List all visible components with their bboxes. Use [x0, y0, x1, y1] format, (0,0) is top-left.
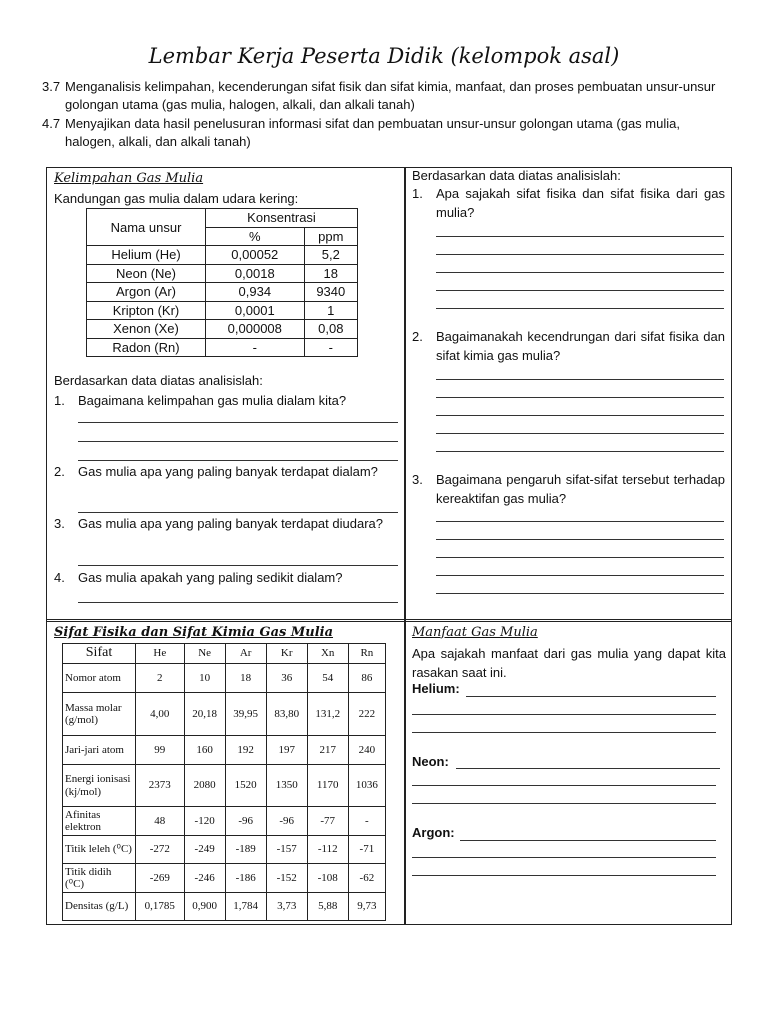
table-row	[63, 765, 386, 807]
table-row	[87, 320, 358, 339]
table-cell: Jari-jari atom	[63, 736, 136, 765]
question-3	[54, 515, 398, 534]
kd-3-7	[42, 78, 732, 114]
table-cell: 192	[225, 736, 266, 765]
table-cell: -112	[307, 836, 348, 864]
table-row	[87, 338, 358, 357]
table-cell: 1,784	[225, 893, 266, 921]
answer-line[interactable]	[78, 512, 398, 513]
table-cell: 0,934	[206, 283, 305, 302]
table-cell: Titik didih (⁰C)	[63, 864, 136, 893]
table-cell: 9,73	[348, 893, 385, 921]
table-cell: Densitas (g/L)	[63, 893, 136, 921]
table-cell: 4,00	[136, 693, 185, 736]
table-cell: Afinitas elektron	[63, 807, 136, 836]
helium-label: Helium:	[412, 681, 460, 696]
answer-line[interactable]	[436, 521, 724, 522]
table-cell: -96	[266, 807, 307, 836]
text: Bagaimana pengaruh sifat-sifat tersebut terhadap kereaktifan gas mulia?	[436, 472, 725, 506]
question-2	[54, 463, 398, 482]
kelimpahan-subtitle: Kandungan gas mulia dalam udara kering:	[54, 191, 299, 206]
argon-label: Argon:	[412, 825, 455, 840]
table-cell: Konsentrasi	[206, 209, 358, 228]
table-row	[87, 301, 358, 320]
text: 3.7	[42, 79, 61, 94]
text: Gas mulia apa yang paling banyak terdapat diudara?	[78, 516, 383, 531]
table-row	[87, 264, 358, 283]
table-cell: 131,2	[307, 693, 348, 736]
table-cell: 0,000008	[206, 320, 305, 339]
answer-line[interactable]	[436, 557, 724, 558]
table-cell: 1	[304, 301, 357, 320]
analisis-question-2	[412, 328, 725, 365]
table-cell: Argon (Ar)	[87, 283, 206, 302]
table-row	[87, 246, 358, 265]
table-cell: 54	[307, 664, 348, 693]
text: 4.	[54, 570, 65, 585]
answer-line[interactable]	[412, 785, 716, 786]
table-cell: 86	[348, 664, 385, 693]
text: Gas mulia apakah yang paling sedikit dialam?	[78, 570, 343, 585]
table-cell: 36	[266, 664, 307, 693]
table-cell: 0,1785	[136, 893, 185, 921]
table-cell: 5,88	[307, 893, 348, 921]
answer-line[interactable]	[436, 397, 724, 398]
answer-line[interactable]	[412, 857, 716, 858]
table-cell: 9340	[304, 283, 357, 302]
answer-line[interactable]	[436, 272, 724, 273]
analisis-question-3	[412, 471, 725, 508]
table-cell: Ar	[225, 644, 266, 664]
table-cell: -189	[225, 836, 266, 864]
table-cell: Massa molar (g/mol)	[63, 693, 136, 736]
table-cell: -	[206, 338, 305, 357]
table-cell: Rn	[348, 644, 385, 664]
table-cell: 10	[184, 664, 225, 693]
table-cell: 197	[266, 736, 307, 765]
question-4	[54, 569, 398, 588]
table-cell: -249	[184, 836, 225, 864]
text: 1.	[54, 393, 65, 408]
answer-line[interactable]	[436, 290, 724, 291]
table-cell: 18	[304, 264, 357, 283]
table-cell: ppm	[304, 227, 357, 246]
neon-answer-line[interactable]	[456, 768, 720, 769]
table-cell: 0,0001	[206, 301, 305, 320]
kelimpahan-intro: Berdasarkan data diatas analisislah:	[54, 373, 263, 388]
table-row	[87, 283, 358, 302]
sifat-heading: Sifat Fisika dan Sifat Kimia Gas Mulia	[54, 625, 334, 640]
text: Bagaimana kelimpahan gas mulia dialam kita?	[78, 393, 347, 408]
text: Apa sajakah sifat fisika dan sifat fisika dari gas mulia?	[436, 186, 725, 220]
table-cell: 0,0018	[206, 264, 305, 283]
row-divider	[46, 619, 732, 622]
table-cell: Nama unsur	[87, 209, 206, 246]
table-cell: -	[304, 338, 357, 357]
analisis-question-1	[412, 185, 725, 222]
helium-answer-line[interactable]	[466, 696, 716, 697]
answer-line[interactable]	[436, 308, 724, 309]
manfaat-heading: Manfaat Gas Mulia	[412, 625, 538, 640]
table-row	[63, 836, 386, 864]
table-cell: 240	[348, 736, 385, 765]
table-cell: 160	[184, 736, 225, 765]
table-cell: %	[206, 227, 305, 246]
table-cell: 2080	[184, 765, 225, 807]
text: Menganalisis kelimpahan, kecenderungan sifat fisik dan sifat kimia, manfaat, dan proses pembuatan unsur-unsur golongan utama (gas mulia, halogen, alkali, dan alkali tanah)	[65, 79, 716, 112]
table-cell: -62	[348, 864, 385, 893]
text: 2.	[412, 329, 423, 344]
table-cell: Ne	[184, 644, 225, 664]
table-cell: He	[136, 644, 185, 664]
table-cell: 2	[136, 664, 185, 693]
answer-line[interactable]	[436, 236, 724, 237]
table-cell: -120	[184, 807, 225, 836]
table-cell: Kripton (Kr)	[87, 301, 206, 320]
answer-line[interactable]	[78, 565, 398, 566]
answer-line[interactable]	[78, 441, 398, 442]
table-cell: 0,900	[184, 893, 225, 921]
table-cell: 1036	[348, 765, 385, 807]
table-cell: Kr	[266, 644, 307, 664]
table-cell: Neon (Ne)	[87, 264, 206, 283]
table-cell: -	[348, 807, 385, 836]
table-cell: 1520	[225, 765, 266, 807]
answer-line[interactable]	[436, 575, 724, 576]
table-cell: -152	[266, 864, 307, 893]
table-cell: 0,00052	[206, 246, 305, 265]
table-cell: 83,80	[266, 693, 307, 736]
answer-line[interactable]	[436, 593, 724, 594]
table-cell: -269	[136, 864, 185, 893]
answer-line[interactable]	[436, 433, 724, 434]
sifat-table	[62, 643, 386, 921]
table-cell: Titik leleh (⁰C)	[63, 836, 136, 864]
table-cell: -71	[348, 836, 385, 864]
table-cell: -108	[307, 864, 348, 893]
table-cell: -272	[136, 836, 185, 864]
answer-line[interactable]	[412, 803, 716, 804]
text: Gas mulia apa yang paling banyak terdapat dialam?	[78, 464, 378, 479]
answer-line[interactable]	[78, 602, 398, 603]
table-cell: 5,2	[304, 246, 357, 265]
table-cell: Radon (Rn)	[87, 338, 206, 357]
answer-line[interactable]	[436, 379, 724, 380]
neon-label: Neon:	[412, 754, 449, 769]
table-cell: Xn	[307, 644, 348, 664]
table-cell: Sifat	[63, 644, 136, 664]
answer-line[interactable]	[78, 460, 398, 461]
text: 4.7	[42, 116, 61, 131]
table-cell: -186	[225, 864, 266, 893]
page-title: Lembar Kerja Peserta Didik (kelompok asal)	[148, 44, 620, 68]
table-cell: 217	[307, 736, 348, 765]
answer-line[interactable]	[412, 732, 716, 733]
table-cell: Helium (He)	[87, 246, 206, 265]
table-row	[63, 736, 386, 765]
table-row	[63, 864, 386, 893]
column-divider	[404, 167, 406, 925]
text: Menyajikan data hasil penelusuran informasi sifat dan pembuatan unsur-unsur golongan utama (gas mulia, halogen, alkali, dan alkali tanah)	[65, 116, 680, 149]
answer-line[interactable]	[436, 539, 724, 540]
table-cell: -157	[266, 836, 307, 864]
table-cell: Nomor atom	[63, 664, 136, 693]
answer-line[interactable]	[436, 254, 724, 255]
table-cell: -246	[184, 864, 225, 893]
answer-line[interactable]	[436, 451, 724, 452]
table-cell: 1170	[307, 765, 348, 807]
table-cell: 99	[136, 736, 185, 765]
table-row	[63, 807, 386, 836]
kd-4-7	[42, 115, 732, 151]
text: 3.	[412, 472, 423, 487]
answer-line[interactable]	[436, 415, 724, 416]
text: 2.	[54, 464, 65, 479]
analisis-intro: Berdasarkan data diatas analisislah:	[412, 168, 621, 183]
table-cell: 48	[136, 807, 185, 836]
table-row	[63, 664, 386, 693]
table-cell: 1350	[266, 765, 307, 807]
kelimpahan-table	[86, 208, 358, 357]
text: 3.	[54, 516, 65, 531]
table-cell: -96	[225, 807, 266, 836]
table-row	[63, 693, 386, 736]
argon-answer-line[interactable]	[460, 840, 716, 841]
table-cell: 222	[348, 693, 385, 736]
question-1	[54, 392, 398, 411]
table-cell: 20,18	[184, 693, 225, 736]
table-cell: -77	[307, 807, 348, 836]
answer-line[interactable]	[412, 714, 716, 715]
text: 1.	[412, 186, 423, 201]
manfaat-question: Apa sajakah manfaat dari gas mulia yang dapat kita rasakan saat ini.	[412, 646, 726, 680]
table-cell: 39,95	[225, 693, 266, 736]
table-row	[63, 893, 386, 921]
table-cell: Energi ionisasi (kj/mol)	[63, 765, 136, 807]
answer-line[interactable]	[412, 875, 716, 876]
text: Bagaimanakah kecendrungan dari sifat fisika dan sifat kimia gas mulia?	[436, 329, 725, 363]
table-cell: 2373	[136, 765, 185, 807]
answer-line[interactable]	[78, 422, 398, 423]
table-cell: Xenon (Xe)	[87, 320, 206, 339]
kelimpahan-heading: Kelimpahan Gas Mulia	[54, 171, 204, 186]
table-cell: 3,73	[266, 893, 307, 921]
table-cell: 0,08	[304, 320, 357, 339]
table-cell: 18	[225, 664, 266, 693]
